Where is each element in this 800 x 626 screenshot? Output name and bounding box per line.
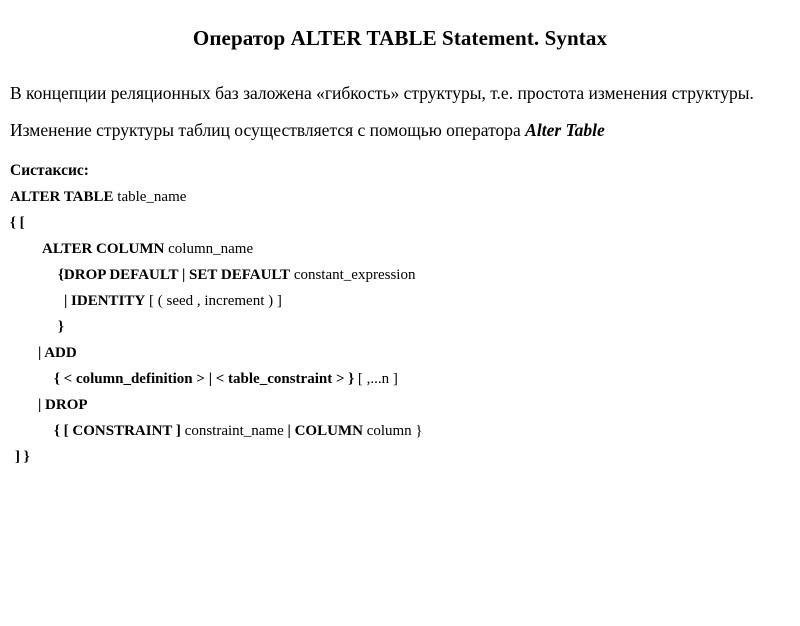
code-keyword: ALTER COLUMN bbox=[42, 240, 165, 257]
code-keyword: | DROP bbox=[38, 396, 88, 413]
code-line bbox=[10, 216, 760, 231]
page-title: Оператор ALTER TABLE Statement. Syntax bbox=[192, 26, 608, 50]
code-text: table_name bbox=[113, 188, 187, 205]
code-line bbox=[10, 268, 760, 283]
paragraph-alter-table bbox=[10, 118, 760, 143]
code-line bbox=[10, 242, 760, 257]
code-keyword: { < column_definition > | < table_constraint > } bbox=[54, 370, 355, 387]
code-line bbox=[10, 424, 760, 439]
code-keyword-2: | COLUMN bbox=[287, 422, 363, 439]
code-line bbox=[10, 450, 760, 465]
code-line bbox=[10, 190, 760, 205]
code-line bbox=[10, 346, 760, 361]
code-line bbox=[10, 398, 760, 413]
paragraph-alter-table-emphasis: Alter Table bbox=[525, 120, 605, 141]
slide-body bbox=[0, 81, 800, 465]
code-text: constant_expression bbox=[290, 266, 416, 283]
code-text: constraint_name bbox=[180, 422, 288, 439]
code-keyword: } bbox=[58, 318, 64, 335]
code-keyword: | IDENTITY bbox=[64, 292, 146, 309]
code-keyword: ALTER TABLE bbox=[10, 188, 114, 205]
paragraph-alter-table-text: Изменение структуры таблиц осуществляется с помощью оператора bbox=[10, 120, 526, 141]
code-text: column_name bbox=[164, 240, 254, 257]
syntax-label: Систаксис: bbox=[10, 161, 89, 179]
paragraph-intro: В концепции реляционных баз заложена «гибкость» структуры, т.е. простота изменения структуры. bbox=[10, 83, 754, 103]
code-keyword: {DROP DEFAULT | SET DEFAULT bbox=[58, 266, 291, 283]
code-line bbox=[10, 294, 760, 309]
code-keyword: ] } bbox=[15, 448, 30, 465]
code-keyword: | ADD bbox=[38, 344, 77, 361]
code-text-2: column } bbox=[362, 422, 423, 439]
code-keyword: { [ CONSTRAINT ] bbox=[54, 422, 181, 439]
code-line bbox=[10, 372, 760, 387]
code-text: [ ( seed , increment ) ] bbox=[145, 292, 282, 309]
code-keyword: { [ bbox=[10, 214, 25, 231]
code-text: [ ,...n ] bbox=[354, 370, 398, 387]
code-line bbox=[10, 320, 760, 335]
slide bbox=[0, 26, 800, 626]
syntax-code-block bbox=[10, 190, 760, 465]
